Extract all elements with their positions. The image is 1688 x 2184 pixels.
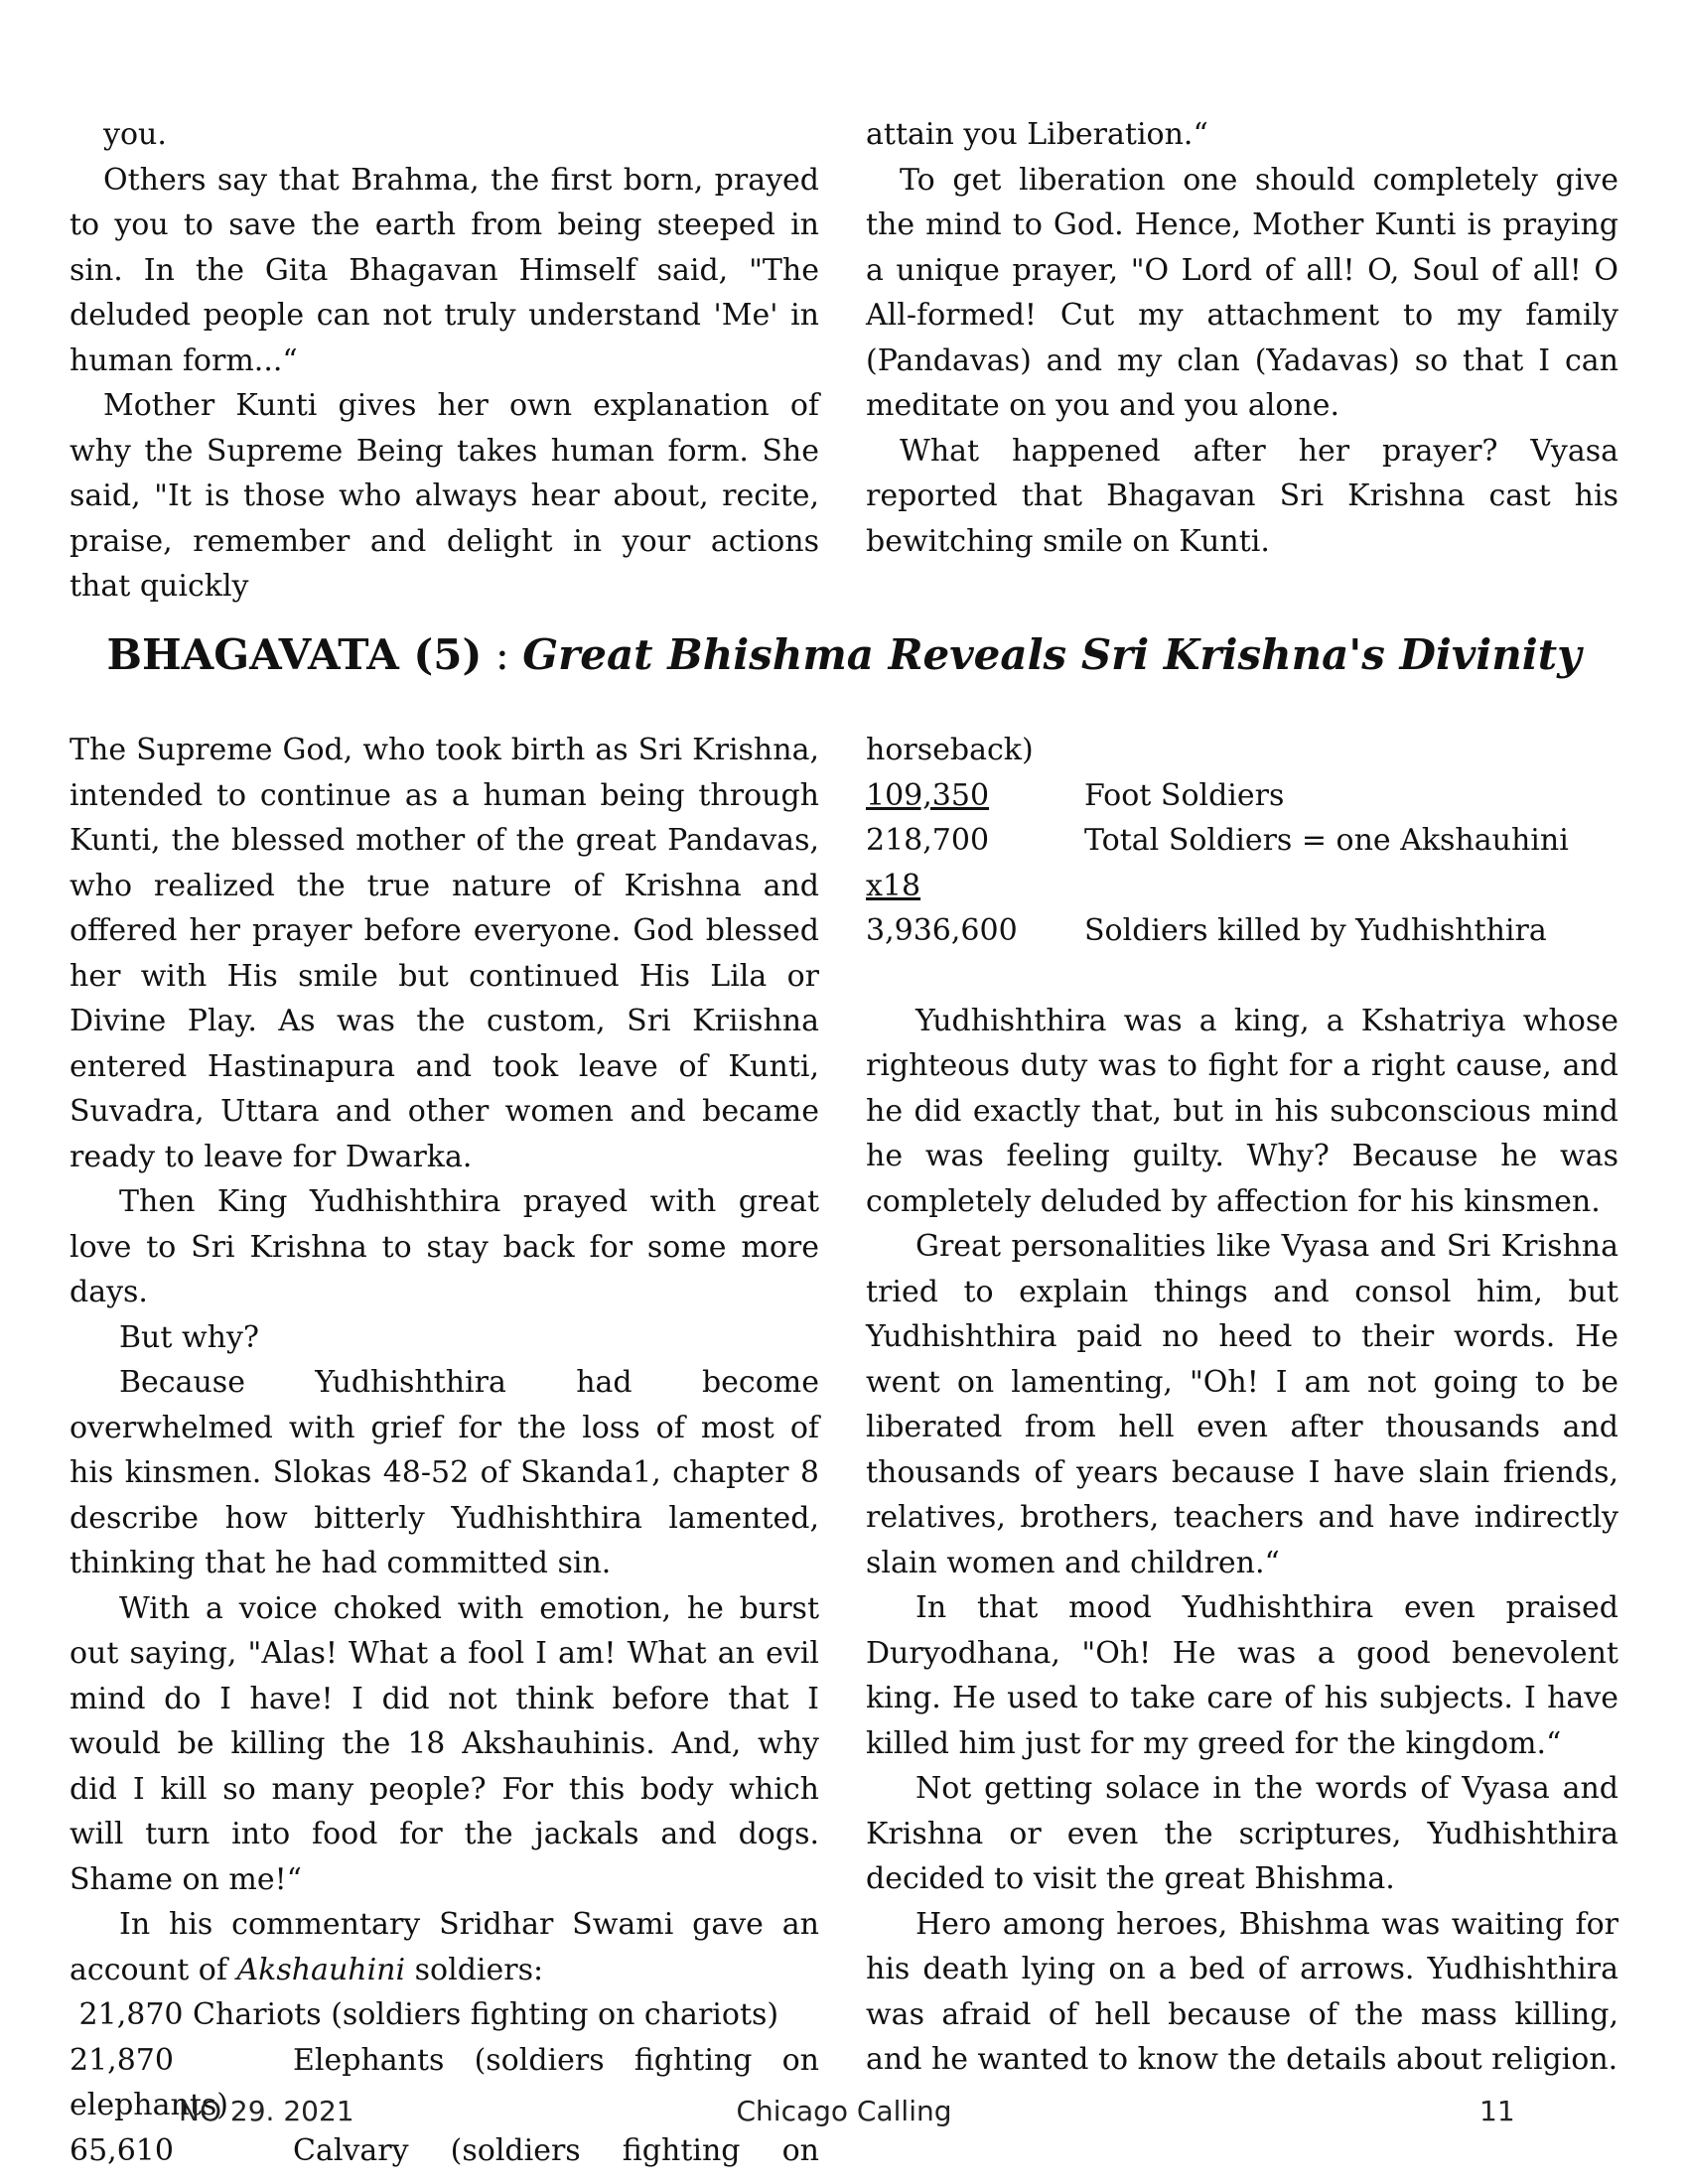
top-right-column (866, 112, 1618, 564)
army-table-number: 109,350 (866, 777, 990, 813)
army-table-row (866, 864, 1618, 909)
army-table-label: Total Soldiers = one Akshauhini (1084, 823, 1569, 858)
heading-separator: : (482, 630, 523, 679)
army-word: on (781, 2132, 819, 2168)
paragraph: Because Yudhishthira had become overwhelmed with grief for the loss of most of his kinsmen. Slokas 48-52 of Skanda1, chapter 8 describe how bitterly Yudhishthira lamented, thinking that he had committed sin. (70, 1365, 819, 1580)
army-table-number: 218,700 (866, 823, 990, 858)
paragraph: Yudhishthira was a king, a Kshatriya whose righteous duty was to fight for a right cause, and he did exactly that, but in his subconscious mind he was feeling guilty. Why? Because he was completely deluded by affection for his kinsmen. (866, 1003, 1618, 1219)
paragraph: Others say that Brahma, the first born, prayed to you to save the earth from being steeped in sin. In the Gita Bhagavan Himself said, "The deluded people can not truly understand 'Me' in human form...“ (70, 162, 819, 378)
spacer (866, 954, 1618, 999)
army-chariots-line: 21,870 Chariots (soldiers fighting on chariots) (70, 1997, 779, 2032)
army-elephants-line (70, 2038, 819, 2084)
army-table-row (866, 818, 1618, 864)
army-word: (soldiers (474, 2042, 605, 2078)
army-table-number: x18 (866, 868, 921, 903)
paragraph: attain you Liberation.“ (866, 117, 1208, 152)
army-table-number: 3,936,600 (866, 913, 1018, 948)
paragraph: you. (103, 117, 167, 152)
page-footer (0, 2095, 1688, 2134)
paragraph: Mother Kunti gives her own explanation of why the Supreme Being takes human form. She said, "It is those who always hear about, recite, praise, remember and delight in your actions that quickly (70, 388, 819, 604)
text-span: In his commentary Sridhar Swami gave an account of (70, 1907, 819, 1987)
top-left-column (70, 112, 819, 610)
paragraph: Then King Yudhishthira prayed with great love to Sri Krishna to stay back for some more days. (70, 1184, 819, 1309)
army-table-label: Soldiers killed by Yudhishthira (1084, 913, 1547, 948)
paragraph: In that mood Yudhishthira even praised Duryodhana, "Oh! He was a good benevolent king. He used to take care of his subjects. I have killed him just for my greed for the kingdom.“ (866, 1590, 1618, 1761)
army-word: fighting (622, 2132, 741, 2168)
army-word: Calvary (293, 2132, 409, 2168)
army-word: on (781, 2042, 819, 2078)
footer-page-number: 11 (1479, 2095, 1515, 2127)
paragraph: To get liberation one should completely give the mind to God. Hence, Mother Kunti is praying a unique prayer, "O Lord of all! O, Soul of all! O All-formed! Cut my attachment to my family (Pandavas) and my clan (Yadavas) so that I can meditate on you and you alone. (866, 162, 1618, 423)
paragraph: Not getting solace in the words of Vyasa and Krishna or even the scriptures, Yudhishthira decided to visit the great Bhishma. (866, 1771, 1618, 1896)
section-heading (0, 627, 1688, 683)
paragraph: Hero among heroes, Bhishma was waiting for his death lying on a bed of arrows. Yudhishthira was afraid of hell because of the mass killing, and he wanted to know the details about religion. (866, 1906, 1618, 2077)
footer-issue: NO 29. 2021 (179, 2095, 354, 2127)
army-word: Elephants (293, 2042, 445, 2078)
army-table-row (866, 908, 1618, 954)
army-table-row (866, 773, 1618, 819)
army-word: (soldiers (450, 2132, 581, 2168)
army-elephants-continuation: elephants) (70, 2088, 228, 2122)
paragraph: But why? (119, 1319, 259, 1355)
italic-term: Akshauhini (236, 1952, 406, 1987)
army-word: fighting (633, 2042, 753, 2078)
army-cavalry-line (70, 2128, 819, 2174)
paragraph: With a voice choked with emotion, he burst out saying, "Alas! What a fool I am! What an evil mind do I have! I did not think before that I would be killing the 18 Akshauhinis. And, why did I kill so many people? For this body which will turn into food for the jackals and dogs. Shame on me!“ (70, 1590, 819, 1897)
heading-title: BHAGAVATA (5) (106, 630, 483, 679)
army-number: 21,870 (70, 2042, 174, 2078)
heading-subtitle: Great Bhishma Reveals Sri Krishna's Divinity (522, 630, 1582, 679)
bottom-left-column (70, 728, 819, 2173)
paragraph: Great personalities like Vyasa and Sri Krishna tried to explain things and consol him, but Yudhishthira paid no heed to their words. He went on lamenting, "Oh! I am not going to be liberated from hell even after thousands and thousands of years because I have slain friends, relatives, brothers, teachers and have indirectly slain women and children.“ (866, 1229, 1618, 1580)
army-table-label: Foot Soldiers (1084, 777, 1285, 813)
paragraph (70, 1902, 819, 1992)
footer-publication: Chicago Calling (736, 2095, 952, 2127)
army-number: 65,610 (70, 2132, 174, 2168)
text-span: soldiers: (405, 1952, 544, 1987)
bottom-right-column (866, 728, 1618, 2083)
paragraph: The Supreme God, who took birth as Sri Krishna, intended to continue as a human being through Kunti, the blessed mother of the great Pandavas, who realized the true nature of Krishna and offered her prayer before everyone. God blessed her with His smile but continued His Lila or Divine Play. As was the custom, Sri Kriishna entered Hastinapura and took leave of Kunti, Suvadra, Uttara and other women and became ready to leave for Dwarka. (70, 733, 819, 1174)
army-horseback-continuation: horseback) (866, 733, 1034, 767)
paragraph: What happened after her prayer? Vyasa reported that Bhagavan Sri Krishna cast his bewitching smile on Kunti. (866, 433, 1618, 559)
